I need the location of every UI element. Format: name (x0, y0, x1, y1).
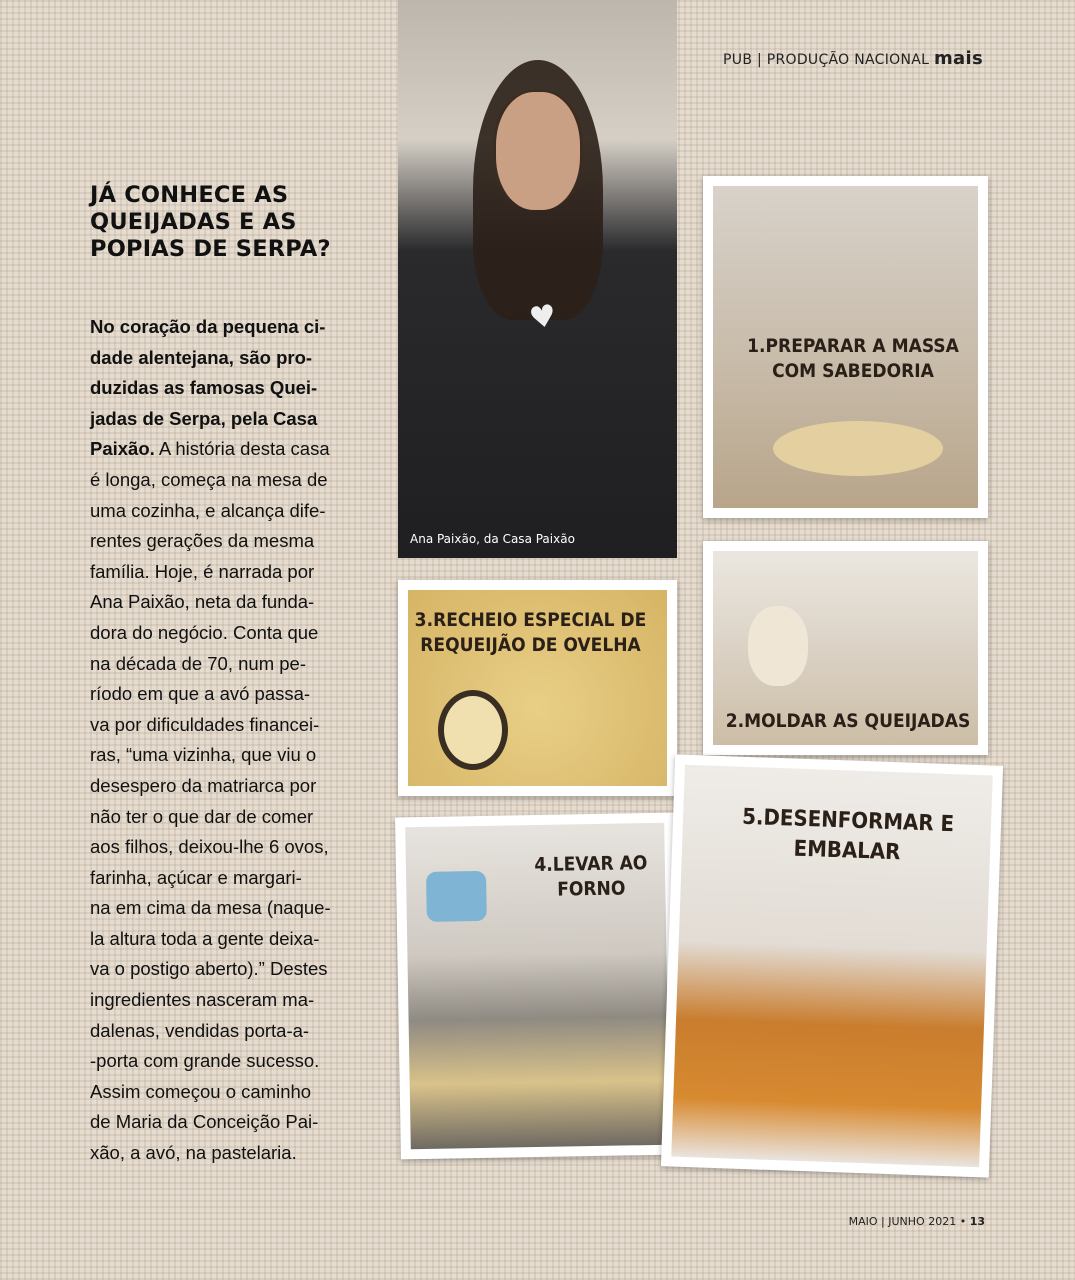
body-line-text: ríodo em que a avó passa- (90, 683, 311, 705)
body-line (90, 802, 380, 833)
body-line-text: família. Hoje, é narrada por (90, 560, 315, 582)
body-line-text: Assim começou o caminho (90, 1080, 312, 1102)
body-line (90, 526, 380, 557)
step-label: LEVAR AO FORNO (552, 852, 648, 901)
body-line (90, 587, 380, 618)
body-line (90, 649, 380, 680)
step-4-photo (395, 813, 680, 1160)
step-number: 3. (414, 609, 434, 631)
body-line (90, 373, 380, 404)
step-label: RECHEIO ESPECIAL DE REQUEIJÃO DE OVELHA (420, 609, 647, 656)
body-line-text: ingredientes nasceram ma- (90, 989, 315, 1011)
body-line-text: de Maria da Conceição Pai- (90, 1111, 319, 1133)
body-line (90, 1138, 380, 1169)
body-line-text: xão, a avó, na pastelaria. (90, 1142, 297, 1164)
step-2-photo (703, 541, 988, 755)
body-line (90, 496, 380, 527)
body-line-rest: A história desta casa (154, 438, 330, 460)
step-number: 1. (747, 335, 766, 357)
body-line-text: No coração da pequena ci- (90, 316, 326, 337)
body-line (90, 618, 380, 649)
body-line (90, 1107, 380, 1138)
body-line-text: va por dificuldades financei- (90, 713, 320, 735)
body-line (90, 893, 380, 924)
page-footer: MAIO | JUNHO 2021 • 13 (848, 1215, 985, 1228)
body-line-text: dora do negócio. Conta que (90, 621, 319, 643)
body-line-text: va o postigo aberto).” Destes (90, 958, 328, 980)
body-line-text: dalenas, vendidas porta-a- (90, 1019, 310, 1041)
issue-date: MAIO | JUNHO 2021 (848, 1215, 957, 1228)
body-line-text: ras, “uma vizinha, que viu o (90, 744, 317, 766)
body-line-text: la altura toda a gente deixa- (90, 927, 320, 949)
body-line-text: -porta com grande sucesso. (90, 1050, 320, 1072)
body-line-text: na década de 70, num pe- (90, 652, 306, 674)
filling (438, 690, 508, 770)
body-line-text: não ter o que dar de comer (90, 805, 314, 827)
body-line (90, 954, 380, 985)
body-line (90, 679, 380, 710)
step-1-photo (703, 176, 988, 518)
portrait-photo (398, 0, 677, 558)
body-line-text: rentes gerações da mesma (90, 530, 315, 552)
body-line-text: aos filhos, deixou-lhe 6 ovos, (90, 836, 329, 858)
body-line (90, 985, 380, 1016)
page-number: 13 (969, 1215, 985, 1228)
page-header (723, 48, 983, 69)
step-3-photo (398, 580, 677, 796)
body-line (90, 924, 380, 955)
body-line-text: na em cima da mesa (naque- (90, 897, 331, 919)
body-line (90, 343, 380, 374)
dough (773, 421, 943, 476)
headline: JÁ CONHECE AS QUEIJADAS E AS POPIAS DE SERPA? (90, 182, 331, 262)
portrait-caption: Ana Paixão, da Casa Paixão (410, 532, 575, 546)
brand-logo: mais (934, 48, 983, 69)
body-line (90, 465, 380, 496)
body-line-text: Ana Paixão, neta da funda- (90, 591, 315, 613)
body-line (90, 771, 380, 802)
step-number: 2. (725, 710, 745, 732)
body-line-text: jadas de Serpa, pela Casa (90, 407, 318, 429)
shirt-logo: ♥ (526, 297, 560, 338)
body-line-text: duzidas as famosas Quei- (90, 377, 318, 399)
body-line-text: dade alentejana, são pro- (90, 346, 313, 368)
body-line (90, 1046, 380, 1077)
body-line (90, 312, 380, 343)
body-line (90, 863, 380, 894)
step-number: 4. (534, 853, 553, 877)
body-line-text: farinha, açúcar e margari- (90, 866, 302, 888)
body-line (90, 1016, 380, 1047)
body-line-text: desespero da matriarca por (90, 774, 317, 796)
body-line (90, 740, 380, 771)
body-line-text: Paixão. (90, 438, 155, 460)
step-label: PREPARAR A MASSA COM SABEDORIA (765, 335, 959, 382)
tart-mold (748, 606, 808, 686)
body-line (90, 404, 380, 435)
step-number: 5. (741, 804, 764, 831)
body-line-text: uma cozinha, e alcança dife- (90, 499, 326, 521)
body-line (90, 434, 380, 465)
step-label: DESENFORMAR E EMBALAR (763, 805, 955, 866)
body-line (90, 1077, 380, 1108)
body-line-text: é longa, começa na mesa de (90, 468, 328, 490)
body-line (90, 557, 380, 588)
step-label: MOLDAR AS QUEIJADAS (744, 710, 971, 732)
header-text: PUB | PRODUÇÃO NACIONAL (723, 52, 930, 68)
step-5-photo (661, 754, 1003, 1177)
portrait-face-front (496, 92, 580, 210)
baker-mask (426, 871, 487, 922)
article-body (90, 312, 380, 1169)
body-line (90, 832, 380, 863)
body-line (90, 710, 380, 741)
